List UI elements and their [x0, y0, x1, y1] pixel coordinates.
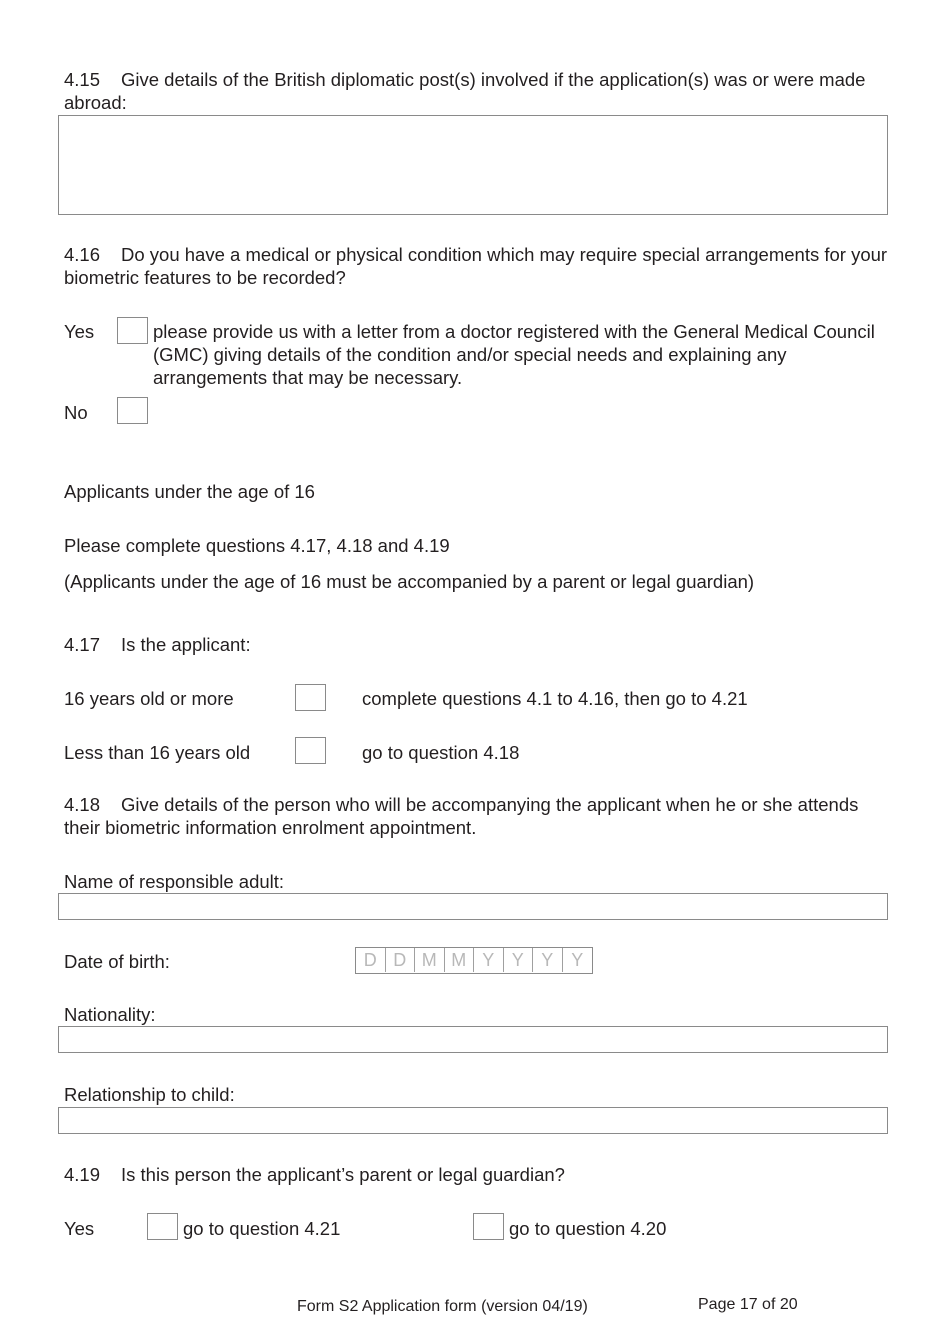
under16-heading: Applicants under the age of 16	[64, 481, 315, 502]
medical-yes-checkbox[interactable]	[117, 317, 148, 344]
question-number: 4.17	[64, 634, 101, 655]
relationship-label: Relationship to child:	[64, 1084, 235, 1105]
dob-year-digit-4[interactable]: Y	[571, 950, 584, 970]
responsible-adult-name-input[interactable]	[58, 893, 888, 920]
date-of-birth-input[interactable]	[355, 947, 593, 974]
question-number: 4.15	[64, 69, 101, 90]
question-4-18	[64, 793, 894, 839]
dob-month-digit-1[interactable]: M	[415, 948, 445, 972]
question-text: Is this person the applicant’s parent or legal guardian?	[121, 1164, 565, 1185]
guardian-yes-checkbox[interactable]	[147, 1213, 178, 1240]
age-option-less-than-16-label: Less than 16 years old	[64, 742, 251, 763]
guardian-yes-label: Yes	[64, 1218, 95, 1239]
relationship-input[interactable]	[58, 1107, 888, 1134]
age-option-16-or-more-label: 16 years old or more	[64, 688, 234, 709]
age-16-or-more-checkbox[interactable]	[295, 684, 326, 711]
no-label: No	[64, 402, 88, 423]
age-option-less-than-16-note: go to question 4.18	[362, 742, 520, 763]
dob-month-digit-2[interactable]: M	[445, 948, 475, 972]
dob-year-digit-3[interactable]: Y	[533, 948, 563, 972]
dob-year-digit-2[interactable]: Y	[504, 948, 534, 972]
yes-label: Yes	[64, 321, 95, 342]
diplomatic-post-textarea[interactable]	[58, 115, 888, 215]
under16-instruction: Please complete questions 4.17, 4.18 and 4.19	[64, 535, 450, 556]
dob-year-digit-1[interactable]: Y	[474, 948, 504, 972]
question-4-16	[64, 243, 894, 289]
age-option-16-or-more-note: complete questions 4.1 to 4.16, then go to 4.21	[362, 688, 748, 709]
question-text: Is the applicant:	[121, 634, 251, 655]
question-4-19	[64, 1163, 894, 1186]
medical-no-checkbox[interactable]	[117, 397, 148, 424]
question-number: 4.18	[64, 794, 101, 815]
question-text: Do you have a medical or physical condition which may require special arrangements for your biometric features to be recorded?	[64, 244, 888, 288]
footer-page-number: Page 17 of 20	[698, 1296, 798, 1313]
question-number: 4.16	[64, 244, 101, 265]
dob-day-digit-1[interactable]: D	[356, 948, 386, 972]
under16-note: (Applicants under the age of 16 must be accompanied by a parent or legal guardian)	[64, 571, 755, 592]
question-number: 4.19	[64, 1164, 101, 1185]
guardian-yes-note: go to question 4.21	[183, 1218, 341, 1239]
medical-yes-note: please provide us with a letter from a doctor registered with the General Medical Council (GMC) giving details of the condition and/or special needs and explaining any arrangements that may be necessary.	[153, 321, 875, 388]
nationality-input[interactable]	[58, 1026, 888, 1053]
age-less-than-16-checkbox[interactable]	[295, 737, 326, 764]
guardian-no-checkbox[interactable]	[473, 1213, 504, 1240]
footer-form-name: Form S2 Application form (version 04/19)	[297, 1298, 588, 1315]
date-of-birth-label: Date of birth:	[64, 951, 170, 972]
question-4-15	[64, 68, 894, 114]
dob-day-digit-2[interactable]: D	[386, 948, 416, 972]
question-text: Give details of the British diplomatic post(s) involved if the application(s) was or were made abroad:	[64, 69, 866, 113]
nationality-label: Nationality:	[64, 1004, 156, 1025]
question-text: Give details of the person who will be accompanying the applicant when he or she attends their biometric information enrolment appointment.	[64, 794, 859, 838]
responsible-adult-name-label: Name of responsible adult:	[64, 871, 285, 892]
guardian-no-note: go to question 4.20	[509, 1218, 667, 1239]
question-4-17	[64, 633, 894, 656]
